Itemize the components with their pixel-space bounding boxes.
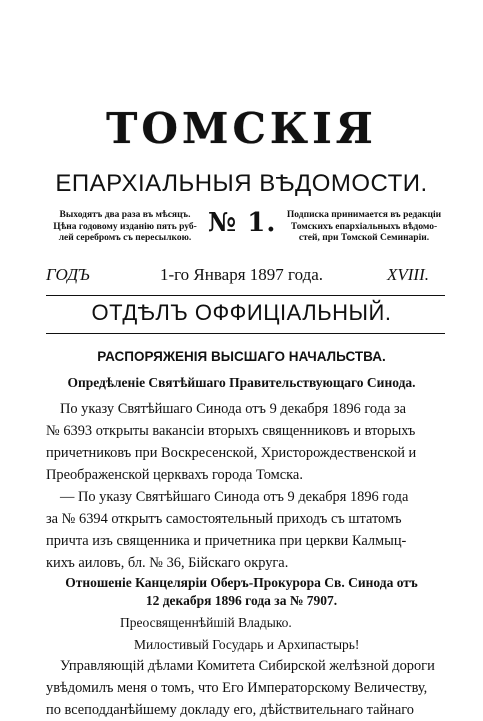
text-line: По указу Святѣйшаго Синода отъ 9 декабря 1896 года за xyxy=(60,401,407,417)
note-line: Томскихъ епархіальныхъ вѣдомо- xyxy=(290,221,438,232)
paragraph-decree-6394 xyxy=(46,486,408,574)
text-line: Управляющій дѣлами Комитета Сибирской желѣзной дороги xyxy=(60,658,435,674)
top-rule xyxy=(46,295,445,296)
text-line: № 6393 открыты вакансіи вторыхъ священниковъ и вторыхъ xyxy=(46,423,416,439)
text-line: кихъ аиловъ, бл. № 36, Бійскаго округа. xyxy=(46,555,289,571)
text-line: причетниковъ при Воскресенской, Христорождественской и xyxy=(46,445,417,461)
article-heading: РАСПОРЯЖЕНІЯ ВЫСШАГО НАЧАЛЬСТВА. xyxy=(97,349,386,364)
text-line: за № 6394 открытъ самостоятельный приходъ съ штатомъ xyxy=(46,511,402,527)
text-line: причта изъ священника и причетника при церкви Калмыц- xyxy=(46,533,407,549)
text-line: по всеподданѣйшему докладу его, дѣйствительнаго тайнаго xyxy=(46,702,415,718)
text-line: увѣдомилъ меня о томъ, что Его Императорскому Величеству, xyxy=(46,680,428,696)
salutation: Милостивый Государь и Архипастырь! xyxy=(134,637,360,652)
masthead-subtitle: ЕПАРХІАЛЬНЫЯ ВѢДОМОСТИ. xyxy=(55,170,428,197)
note-line: Выходятъ два раза въ мѣсяцъ. xyxy=(59,210,191,220)
note-line: Цѣна годовому изданію пять руб- xyxy=(53,221,197,232)
note-line: Подписка принимается въ редакціи xyxy=(286,210,442,220)
year-label: ГОДЪ xyxy=(46,265,90,284)
note-line: стей, при Томской Семинаріи. xyxy=(298,233,430,243)
text-line: — По указу Святѣйшаго Синода отъ 9 декабря 1896 года xyxy=(60,489,409,505)
paragraph-letter xyxy=(46,655,435,721)
notice-line: Отношеніе Канцеляріи Оберъ-Прокурора Св. Синода отъ xyxy=(65,575,418,590)
volume-number: XVIII. xyxy=(386,265,429,284)
masthead-title: ТОМСКІЯ xyxy=(106,104,377,153)
issue-date: 1-го Января 1897 года. xyxy=(159,265,324,284)
notice-heading xyxy=(0,574,483,610)
subscription-note xyxy=(282,210,446,245)
text-line: Преображенской церквахъ города Томска. xyxy=(46,467,303,483)
article-subheading: Опредѣленіе Святѣйшаго Правительствующаго Синода. xyxy=(67,375,416,390)
notice-line: 12 декабря 1896 года за № 7907. xyxy=(145,593,338,608)
publication-schedule-note xyxy=(50,210,200,245)
paragraph-decree-6393 xyxy=(46,398,416,486)
section-title: ОТДѢЛЪ ОФФИЦІАЛЬНЫЙ. xyxy=(91,300,392,325)
note-line: лей серебромъ съ пересылкою. xyxy=(58,233,192,243)
issue-number: № 1. xyxy=(208,208,277,238)
bottom-rule xyxy=(46,333,445,334)
salutation: Преосвященнѣйшій Владыко. xyxy=(120,615,292,630)
